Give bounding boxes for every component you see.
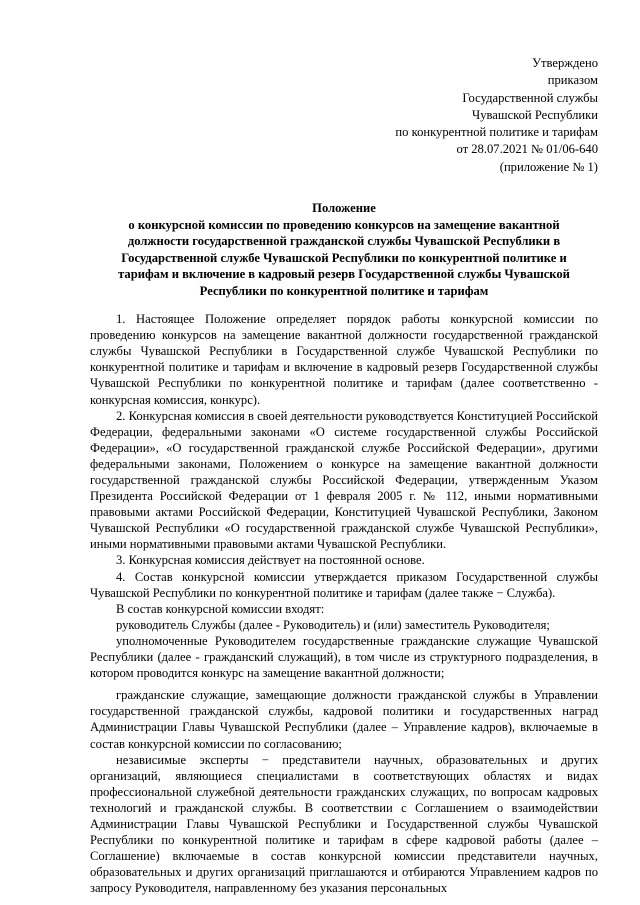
- title-line: о конкурсной комиссии по проведению конкурсов на замещение вакантной: [128, 217, 560, 232]
- paragraph-authorized-servants: уполномоченные Руководителем государственные гражданские служащие Чувашской Республики (далее - гражданский служащий), в том числе из структурного подразделения, в котором проводится конкурс на замещение вакантной должности;: [90, 633, 598, 681]
- approval-line: (приложение № 1): [499, 159, 598, 174]
- title-line: тарифам и включение в кадровый резерв Государственной службы Чувашской: [118, 267, 570, 282]
- title-line: должности государственной гражданской службы Чувашской Республики в: [127, 234, 561, 249]
- document-body: [90, 311, 598, 896]
- approval-line: Государственной службы: [462, 90, 598, 105]
- document-title: [90, 200, 598, 299]
- approval-line: от 28.07.2021 № 01/06-640: [456, 142, 598, 157]
- title-line: Республики по конкурентной политике и тарифам: [199, 283, 489, 298]
- paragraph-4: 4. Состав конкурсной комиссии утверждается приказом Государственной службы Чувашской Республики по конкурентной политике и тарифам (далее также − Служба).: [90, 569, 598, 600]
- title-line: Положение: [312, 201, 376, 216]
- approval-line: Чувашской Республики: [472, 107, 598, 122]
- approval-line: приказом: [547, 73, 598, 88]
- approval-line: по конкурентной политике и тарифам: [395, 125, 598, 140]
- paragraph-3: 3. Конкурсная комиссия действует на постоянной основе.: [116, 553, 425, 568]
- paragraph-head: руководитель Службы (далее - Руководитель) и (или) заместитель Руководителя;: [116, 617, 550, 632]
- paragraph-2: 2. Конкурсная комиссия в своей деятельности руководствуется Конституцией Российской Федерации, федеральными законами «О системе государственной службы Российской Федерации», «О государственной гражданской службе Российской Федерации», другими федеральными законами, Положением о конкурсе на замещение вакантной должности государственной гражданской службы Российской Федерации, утвержденным Указом Президента Российской Федерации от 1 февраля 2005 г. № 112, иными нормативными правовыми актами Российской Федерации, Конституцией Чувашской Республики, Законом Чувашской Республики «О государственной гражданской службе Чувашской Республики», иными нормативными правовыми актами Чувашской Республики.: [90, 408, 598, 552]
- title-line: Государственной службе Чувашской Республики по конкурентной политике и: [121, 250, 567, 265]
- paragraph-hr-servants: гражданские служащие, замещающие должности гражданской службы в Управлении государственной гражданской службы, кадровой политики и государственных наград Администрации Главы Чувашской Республики (далее – Управление кадров), включаемые в состав конкурсной комиссии по согласованию;: [90, 688, 598, 751]
- paragraph-composition-intro: В состав конкурсной комиссии входят:: [116, 601, 325, 616]
- approval-line: Утверждено: [532, 56, 598, 70]
- approval-stamp: [90, 55, 598, 176]
- paragraph-independent-experts: независимые эксперты − представители научных, образовательных и других организаций, являющиеся специалистами в соответствующих областях и видах профессиональной служебной деятельности гражданских служащих, по вопросам кадровых технологий и гражданской службы. В соответствии с Соглашением о взаимодействии Администрации Главы Чувашской Республики и Государственной службы Чувашской Республики по конкурентной политике и тарифам в сфере кадровой работы (далее – Соглашение) включаемые в состав конкурсной комиссии представители научных, образовательных и других организаций приглашаются и отбираются Управлением кадров по запросу Руководителя, направленному без указания персональных: [90, 752, 598, 896]
- paragraph-1: 1. Настоящее Положение определяет порядок работы конкурсной комиссии по проведению конкурсов на замещение вакантной должности государственной гражданской службы Чувашской Республики в Государственной службе Чувашской Республики по конкурентной политике и тарифам и включение в кадровый резерв Государственной службы Чувашской Республики по конкурентной политике и тарифам (далее соответственно - конкурсная комиссия, конкурс).: [90, 312, 598, 407]
